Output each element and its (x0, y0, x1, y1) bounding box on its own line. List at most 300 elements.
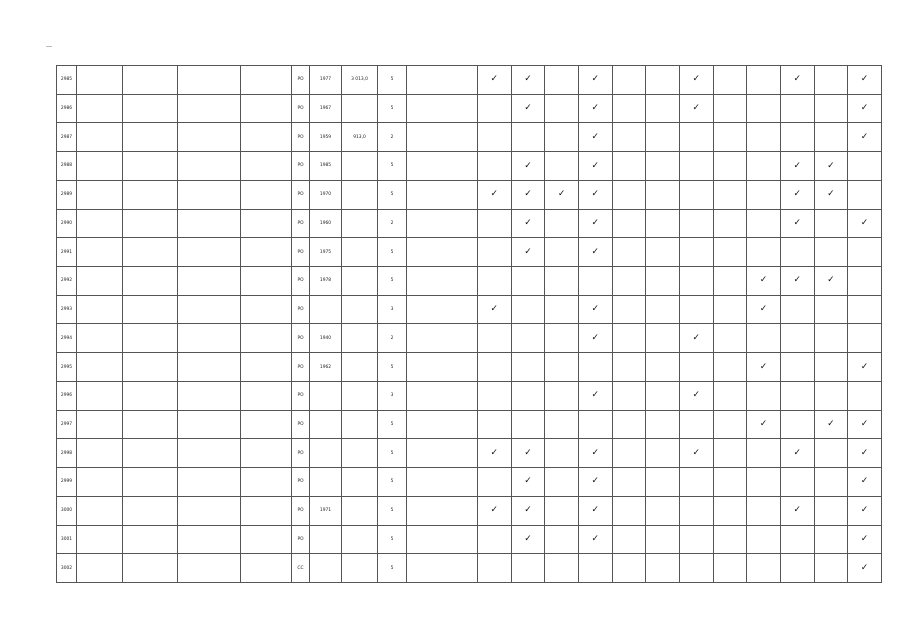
checkmark-icon: ✓ (793, 217, 801, 228)
work-type-cell (578, 324, 612, 353)
work-type-cell (511, 152, 545, 181)
ownership-form: РО (292, 267, 310, 296)
checkmark-icon: ✓ (524, 189, 532, 200)
work-type-cell (713, 152, 747, 181)
work-type-cell (780, 180, 814, 209)
work-type-cell (478, 180, 512, 209)
work-type-cell (612, 410, 646, 439)
work-type-cell (814, 324, 848, 353)
planned-works (407, 439, 478, 468)
construction-year: 1940 (310, 324, 342, 353)
building-code (241, 66, 292, 95)
work-type-cell (612, 152, 646, 181)
work-type-cell (511, 267, 545, 296)
work-type-cell (545, 439, 579, 468)
table-row (57, 209, 882, 238)
work-type-cell (679, 410, 713, 439)
work-type-cell (478, 554, 512, 583)
checkmark-icon: ✓ (524, 505, 532, 516)
table-body (57, 66, 882, 583)
work-type-cell (848, 324, 882, 353)
work-type-cell (545, 267, 579, 296)
building-area: 3 013,0 (342, 66, 378, 95)
planned-works (407, 123, 478, 152)
work-type-cell (612, 324, 646, 353)
table-row (57, 94, 882, 123)
building-area (342, 496, 378, 525)
checkmark-icon: ✓ (827, 418, 835, 429)
row-number: 2986 (57, 94, 77, 123)
work-type-cell (578, 439, 612, 468)
work-type-cell (679, 209, 713, 238)
floor-count: 2 (378, 324, 407, 353)
row-number: 2991 (57, 238, 77, 267)
floor-count: 5 (378, 468, 407, 497)
building-address (178, 180, 241, 209)
table-row (57, 468, 882, 497)
work-type-cell (478, 410, 512, 439)
work-type-cell (848, 381, 882, 410)
work-type-cell (612, 238, 646, 267)
building-address (178, 152, 241, 181)
work-type-cell (612, 123, 646, 152)
work-type-cell (545, 324, 579, 353)
checkmark-icon: ✓ (524, 246, 532, 257)
work-type-cell (848, 410, 882, 439)
ownership-form: РО (292, 152, 310, 181)
work-type-cell (612, 468, 646, 497)
checkmark-icon: ✓ (860, 533, 869, 544)
work-type-cell (679, 439, 713, 468)
floor-count: 5 (378, 525, 407, 554)
table-row (57, 267, 882, 296)
work-type-cell (747, 152, 781, 181)
work-type-cell (848, 66, 882, 95)
work-type-cell (646, 353, 680, 382)
floor-count: 5 (378, 496, 407, 525)
checkmark-icon: ✓ (557, 189, 566, 200)
work-type-cell (578, 209, 612, 238)
work-type-cell (848, 180, 882, 209)
building-address (178, 381, 241, 410)
district-name (77, 353, 123, 382)
checkmark-icon: ✓ (591, 74, 600, 85)
work-type-cell (646, 209, 680, 238)
municipality-name (123, 94, 178, 123)
checkmark-icon: ✓ (591, 476, 600, 487)
planned-works (407, 353, 478, 382)
work-type-cell (713, 324, 747, 353)
ownership-form: РО (292, 381, 310, 410)
work-type-cell (578, 410, 612, 439)
construction-year: 1977 (310, 66, 342, 95)
construction-year (310, 468, 342, 497)
work-type-cell (814, 180, 848, 209)
row-number: 2994 (57, 324, 77, 353)
work-type-cell (646, 66, 680, 95)
work-type-cell (612, 209, 646, 238)
table-row (57, 180, 882, 209)
work-type-cell (679, 267, 713, 296)
work-type-cell (578, 496, 612, 525)
work-type-cell (747, 94, 781, 123)
checkmark-icon: ✓ (490, 189, 499, 200)
work-type-cell (713, 525, 747, 554)
work-type-cell (578, 66, 612, 95)
planned-works (407, 496, 478, 525)
building-address (178, 410, 241, 439)
row-number: 2995 (57, 353, 77, 382)
work-type-cell (848, 123, 882, 152)
work-type-cell (848, 554, 882, 583)
work-type-cell (747, 180, 781, 209)
checkmark-icon: ✓ (860, 361, 869, 372)
work-type-cell (646, 123, 680, 152)
building-area (342, 180, 378, 209)
work-type-cell (511, 439, 545, 468)
work-type-cell (612, 267, 646, 296)
work-type-cell (646, 496, 680, 525)
row-number: 3000 (57, 496, 77, 525)
work-type-cell (646, 554, 680, 583)
building-address (178, 324, 241, 353)
work-type-cell (646, 525, 680, 554)
municipality-name (123, 410, 178, 439)
table-row (57, 152, 882, 181)
building-code (241, 180, 292, 209)
work-type-cell (545, 410, 579, 439)
floor-count: 5 (378, 94, 407, 123)
building-address (178, 123, 241, 152)
municipality-name (123, 295, 178, 324)
planned-works (407, 410, 478, 439)
building-area (342, 410, 378, 439)
work-type-cell (612, 180, 646, 209)
checkmark-icon: ✓ (524, 217, 532, 228)
work-type-cell (848, 353, 882, 382)
work-type-cell (713, 439, 747, 468)
work-type-cell (747, 353, 781, 382)
floor-count: 5 (378, 152, 407, 181)
row-number: 2987 (57, 123, 77, 152)
building-address (178, 525, 241, 554)
work-type-cell (646, 94, 680, 123)
row-number: 2990 (57, 209, 77, 238)
construction-year (310, 554, 342, 583)
checkmark-icon: ✓ (692, 103, 701, 114)
district-name (77, 123, 123, 152)
work-type-cell (780, 324, 814, 353)
work-type-cell (747, 295, 781, 324)
work-type-cell (814, 381, 848, 410)
municipality-name (123, 525, 178, 554)
checkmark-icon: ✓ (860, 505, 869, 516)
work-type-cell (511, 180, 545, 209)
checkmark-icon: ✓ (692, 447, 701, 458)
work-type-cell (848, 525, 882, 554)
work-type-cell (814, 152, 848, 181)
district-name (77, 66, 123, 95)
work-type-cell (713, 180, 747, 209)
floor-count: 5 (378, 554, 407, 583)
work-type-cell (713, 295, 747, 324)
page-corner-mark (46, 46, 52, 47)
floor-count: 2 (378, 209, 407, 238)
work-type-cell (578, 468, 612, 497)
building-code (241, 353, 292, 382)
district-name (77, 94, 123, 123)
work-type-cell (747, 554, 781, 583)
work-type-cell (478, 381, 512, 410)
work-type-cell (780, 439, 814, 468)
work-type-cell (646, 324, 680, 353)
checkmark-icon: ✓ (827, 160, 835, 171)
construction-year: 1959 (310, 123, 342, 152)
work-type-cell (747, 525, 781, 554)
work-type-cell (612, 554, 646, 583)
checkmark-icon: ✓ (591, 390, 600, 401)
checkmark-icon: ✓ (490, 447, 499, 458)
work-type-cell (814, 209, 848, 238)
construction-year (310, 381, 342, 410)
work-type-cell (679, 496, 713, 525)
building-address (178, 94, 241, 123)
table-row (57, 66, 882, 95)
checkmark-icon: ✓ (793, 160, 801, 171)
construction-year: 1967 (310, 94, 342, 123)
checkmark-icon: ✓ (591, 505, 600, 516)
work-type-cell (780, 209, 814, 238)
building-code (241, 468, 292, 497)
work-type-cell (713, 554, 747, 583)
checkmark-icon: ✓ (860, 476, 869, 487)
work-type-cell (814, 496, 848, 525)
district-name (77, 152, 123, 181)
work-type-cell (511, 238, 545, 267)
work-type-cell (679, 381, 713, 410)
construction-year (310, 410, 342, 439)
work-type-cell (780, 381, 814, 410)
work-type-cell (511, 94, 545, 123)
construction-year: 1985 (310, 152, 342, 181)
floor-count: 3 (378, 381, 407, 410)
work-type-cell (814, 94, 848, 123)
checkmark-icon: ✓ (524, 447, 532, 458)
work-type-cell (780, 295, 814, 324)
work-type-cell (646, 152, 680, 181)
building-area (342, 439, 378, 468)
work-type-cell (478, 525, 512, 554)
district-name (77, 324, 123, 353)
building-code (241, 152, 292, 181)
building-address (178, 496, 241, 525)
building-area (342, 238, 378, 267)
work-type-cell (478, 468, 512, 497)
ownership-form: РО (292, 525, 310, 554)
work-type-cell (848, 439, 882, 468)
work-type-cell (679, 238, 713, 267)
work-type-cell (511, 295, 545, 324)
work-type-cell (713, 267, 747, 296)
ownership-form: РО (292, 123, 310, 152)
work-type-cell (713, 94, 747, 123)
building-code (241, 324, 292, 353)
building-code (241, 209, 292, 238)
work-type-cell (747, 209, 781, 238)
work-type-cell (578, 238, 612, 267)
construction-year: 1962 (310, 353, 342, 382)
checkmark-icon: ✓ (827, 275, 835, 286)
work-type-cell (578, 180, 612, 209)
work-type-cell (545, 295, 579, 324)
building-address (178, 238, 241, 267)
planned-works (407, 267, 478, 296)
checkmark-icon: ✓ (692, 74, 701, 85)
row-number: 3002 (57, 554, 77, 583)
district-name (77, 496, 123, 525)
table-row (57, 238, 882, 267)
work-type-cell (478, 295, 512, 324)
building-area (342, 353, 378, 382)
work-type-cell (780, 66, 814, 95)
checkmark-icon: ✓ (860, 74, 869, 85)
planned-works (407, 525, 478, 554)
floor-count: 5 (378, 410, 407, 439)
work-type-cell (747, 324, 781, 353)
work-type-cell (612, 66, 646, 95)
work-type-cell (747, 439, 781, 468)
work-type-cell (747, 410, 781, 439)
ownership-form: РО (292, 324, 310, 353)
ownership-form: РО (292, 180, 310, 209)
work-type-cell (511, 324, 545, 353)
municipality-name (123, 381, 178, 410)
district-name (77, 468, 123, 497)
checkmark-icon: ✓ (827, 189, 835, 200)
work-type-cell (545, 152, 579, 181)
work-type-cell (747, 496, 781, 525)
district-name (77, 238, 123, 267)
planned-works (407, 554, 478, 583)
work-type-cell (578, 554, 612, 583)
work-type-cell (612, 496, 646, 525)
table-row (57, 525, 882, 554)
municipality-name (123, 66, 178, 95)
planned-works (407, 209, 478, 238)
work-type-cell (780, 554, 814, 583)
work-type-cell (511, 66, 545, 95)
work-type-cell (478, 267, 512, 296)
building-area (342, 267, 378, 296)
row-number: 2989 (57, 180, 77, 209)
building-code (241, 123, 292, 152)
work-type-cell (511, 123, 545, 152)
work-type-cell (511, 381, 545, 410)
table-row (57, 295, 882, 324)
work-type-cell (612, 295, 646, 324)
checkmark-icon: ✓ (591, 217, 600, 228)
work-type-cell (747, 238, 781, 267)
ownership-form: СС (292, 554, 310, 583)
municipality-name (123, 267, 178, 296)
district-name (77, 180, 123, 209)
construction-year: 1970 (310, 180, 342, 209)
municipality-name (123, 353, 178, 382)
work-type-cell (511, 496, 545, 525)
work-type-cell (848, 94, 882, 123)
table-row (57, 324, 882, 353)
work-type-cell (511, 353, 545, 382)
ownership-form: РО (292, 295, 310, 324)
row-number: 3001 (57, 525, 77, 554)
work-type-cell (511, 468, 545, 497)
work-type-cell (545, 554, 579, 583)
checkmark-icon: ✓ (524, 476, 532, 487)
work-type-cell (814, 238, 848, 267)
checkmark-icon: ✓ (692, 332, 701, 343)
floor-count: 5 (378, 353, 407, 382)
municipality-name (123, 152, 178, 181)
work-type-cell (545, 180, 579, 209)
building-address (178, 295, 241, 324)
checkmark-icon: ✓ (793, 74, 801, 85)
table-row (57, 353, 882, 382)
construction-year (310, 439, 342, 468)
checkmark-icon: ✓ (793, 447, 801, 458)
district-name (77, 209, 123, 238)
table-row (57, 496, 882, 525)
ownership-form: РО (292, 66, 310, 95)
table-row (57, 554, 882, 583)
checkmark-icon: ✓ (793, 189, 801, 200)
district-name (77, 381, 123, 410)
work-type-cell (646, 295, 680, 324)
building-address (178, 66, 241, 95)
row-number: 2998 (57, 439, 77, 468)
checkmark-icon: ✓ (524, 160, 532, 171)
work-type-cell (578, 381, 612, 410)
work-type-cell (848, 496, 882, 525)
work-type-cell (679, 66, 713, 95)
work-type-cell (545, 66, 579, 95)
construction-year: 1971 (310, 496, 342, 525)
work-type-cell (646, 468, 680, 497)
work-type-cell (814, 123, 848, 152)
work-type-cell (679, 324, 713, 353)
checkmark-icon: ✓ (524, 533, 532, 544)
checkmark-icon: ✓ (524, 103, 532, 114)
checkmark-icon: ✓ (591, 246, 600, 257)
municipality-name (123, 496, 178, 525)
building-area (342, 554, 378, 583)
checkmark-icon: ✓ (860, 418, 869, 429)
work-type-cell (679, 554, 713, 583)
ownership-form: РО (292, 238, 310, 267)
work-type-cell (679, 468, 713, 497)
planned-works (407, 295, 478, 324)
checkmark-icon: ✓ (524, 74, 532, 85)
work-type-cell (545, 94, 579, 123)
work-type-cell (780, 94, 814, 123)
checkmark-icon: ✓ (860, 103, 869, 114)
work-type-cell (814, 295, 848, 324)
building-area (342, 295, 378, 324)
work-type-cell (578, 123, 612, 152)
building-address (178, 554, 241, 583)
work-type-cell (713, 353, 747, 382)
work-type-cell (780, 152, 814, 181)
work-type-cell (713, 381, 747, 410)
